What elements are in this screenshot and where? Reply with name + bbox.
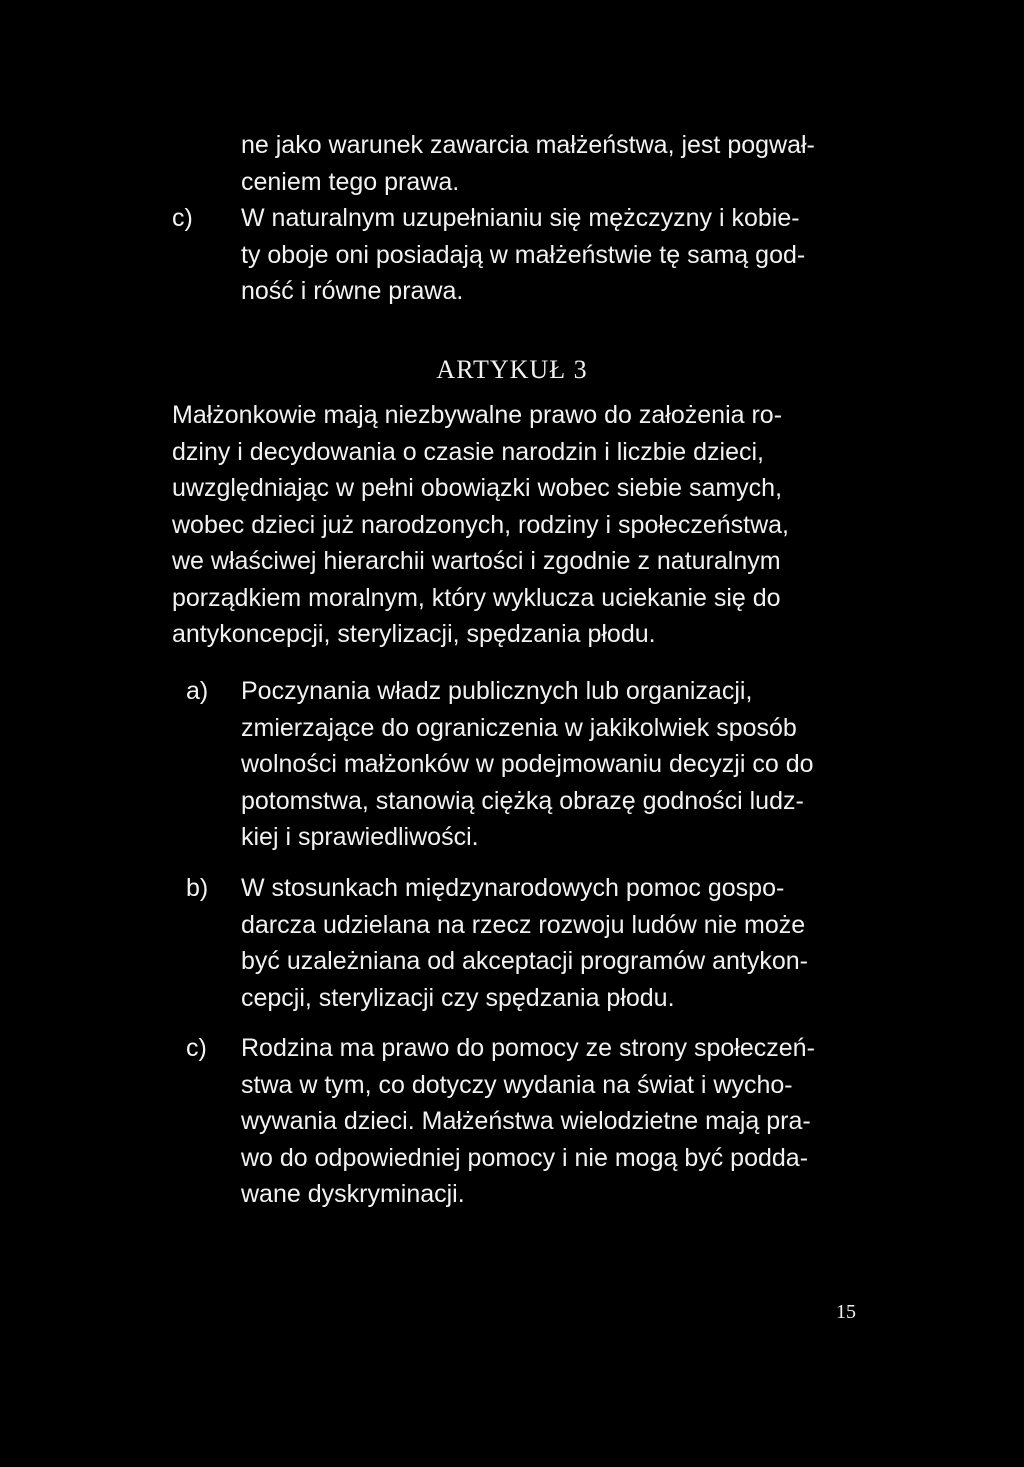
text-line: kiej i sprawiedliwości. [241,823,479,851]
text-line: uwzględniając w pełni obowiązki wobec siebie samych, [172,474,783,502]
text-line: ność i równe prawa. [241,277,464,305]
article-item-c [172,1030,872,1213]
text-line: W stosunkach międzynarodowych pomoc gospo- [241,874,785,902]
text-line: ty oboje oni posiadają w małżeństwie tę samą god- [241,240,806,269]
text-line: darcza udzielana na rzecz rozwoju ludów nie może [241,910,806,939]
text-line: wobec dzieci już narodzonych, rodziny i społeczeństwa, [172,510,789,539]
article-item-a [172,673,872,856]
item-marker: b) [186,874,209,902]
text-line: wo do odpowiedniej pomocy i nie mogą być podda- [241,1143,809,1172]
text-line: być uzależniana od akceptacji programów antykon- [241,947,808,975]
text-line: antykoncepcji, sterylizacji, spędzania płodu. [172,620,656,648]
article-heading: ARTYKUŁ 3 [436,355,588,384]
item-marker: c) [172,204,193,232]
previous-article-item-c [172,200,872,310]
text-line: Rodzina ma prawo do pomocy ze strony społeczeń- [241,1034,815,1062]
text-line: Poczynania władz publicznych lub organizacji, [241,677,753,705]
text-line: zmierzające do ograniczenia w jakikolwiek sposób [241,713,797,742]
item-marker: c) [186,1034,207,1062]
previous-article-continuation [241,127,881,200]
text-line: potomstwa, stanowią ciężką obrazę godności ludz- [241,786,804,815]
article-intro [172,397,872,653]
text-line: wolności małżonków w podejmowaniu decyzji co do [241,750,814,778]
text-line: dziny i decydowania o czasie narodzin i liczbie dzieci, [172,437,764,466]
text-line: stwa w tym, co dotyczy wydania na świat i wycho- [241,1070,793,1099]
text-line: W naturalnym uzupełnianiu się mężczyzny i kobie- [241,204,800,232]
text-line: Małżonkowie mają niezbywalne prawo do założenia ro- [172,401,783,429]
text-line: cepcji, sterylizacji czy spędzania płodu. [241,983,675,1012]
text-line: porządkiem moralnym, który wyklucza uciekanie się do [172,583,781,612]
text-line: wywania dzieci. Małżeństwa wielodzietne mają pra- [241,1107,811,1135]
page-number: 15 [836,1301,856,1323]
article-item-b [172,870,872,1016]
text-line: we właściwej hierarchii wartości i zgodnie z naturalnym [172,547,781,575]
text-line: ceniem tego prawa. [241,167,460,196]
text-line: ne jako warunek zawarcia małżeństwa, jest pogwał- [241,131,815,159]
item-marker: a) [186,677,209,705]
text-line: wane dyskryminacji. [241,1180,465,1208]
